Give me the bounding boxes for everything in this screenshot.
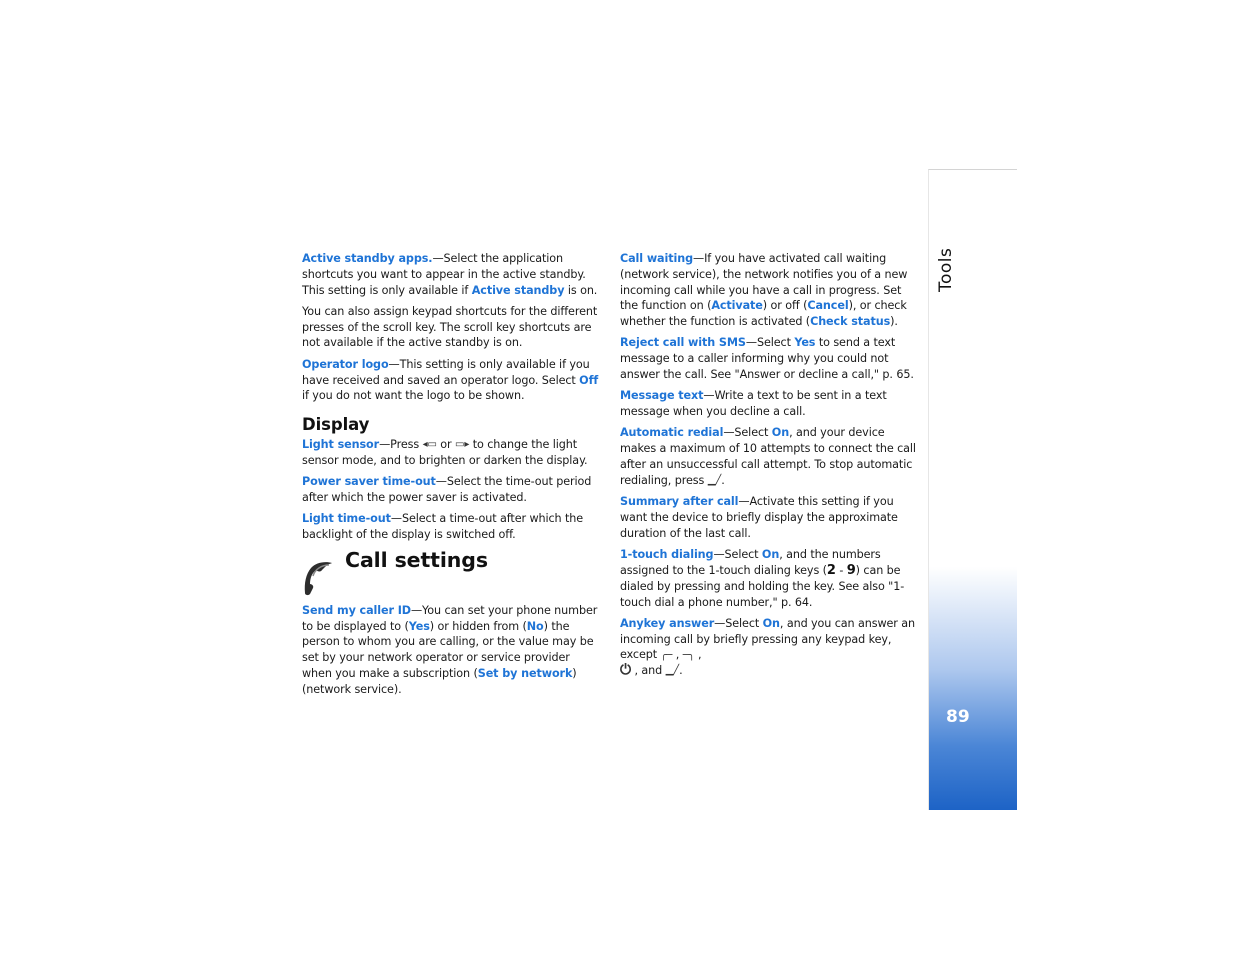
- term-1-touch-dialing: 1-touch dialing: [620, 548, 714, 562]
- power-key-icon: ⏻: [620, 662, 631, 679]
- paragraph-light-sensor: Light sensor—Press ◂▭ or ▭▸ to change the light sensor mode, and to brighten or darken the display.: [302, 437, 588, 467]
- term-light-sensor: Light sensor: [302, 437, 380, 451]
- paragraph-keypad-shortcuts: You can also assign keypad shortcuts for the different presses of the scroll key. The scroll key shortcuts are not available if the active standby is on.: [302, 304, 598, 350]
- term-on: On: [771, 426, 790, 440]
- call-settings-title: Call settings: [345, 547, 488, 572]
- digit-key-2: 2: [826, 562, 836, 578]
- digit-key-9: 9: [846, 562, 856, 578]
- term-check-status: Check status: [810, 315, 891, 329]
- left-column: [302, 251, 602, 703]
- term-no: No: [526, 619, 544, 633]
- term-on: On: [761, 548, 780, 562]
- term-message-text: Message text: [620, 389, 704, 403]
- page-number: 89: [946, 707, 970, 727]
- term-on: On: [762, 616, 780, 630]
- term-active-standby: Active standby: [471, 283, 565, 297]
- left-selection-key-icon: ╭─: [660, 649, 673, 661]
- right-column: [620, 251, 920, 685]
- term-yes: Yes: [408, 619, 430, 633]
- paragraph-power-saver: Power saver time-out—Select the time-out period after which the power saver is activated.: [302, 475, 592, 504]
- paragraph-anykey-answer: Anykey answer—Select On, and you can answer an incoming call by briefly pressing any keypad key, except ╭─ , ─╮ , ⏻ , and ▁╱.: [620, 616, 915, 679]
- chapter-tab-label: Tools: [936, 247, 956, 292]
- term-automatic-redial: Automatic redial: [620, 426, 724, 440]
- end-key-icon: ▁╱: [707, 474, 722, 486]
- term-reject-call-with-sms: Reject call with SMS: [620, 336, 746, 350]
- paragraph-reject-call-sms: Reject call with SMS—Select Yes to send a text message to a caller informing why you could not answer the call. See "Answer or decline a call," p. 65.: [620, 336, 914, 382]
- phone-handset-icon: [302, 559, 336, 597]
- paragraph-operator-logo: Operator logo—This setting is only available if you have received and saved an operator logo. Select Off if you do not want the logo to be shown.: [302, 357, 599, 403]
- term-set-by-network: Set by network: [477, 667, 573, 681]
- display-heading: Display: [302, 415, 370, 435]
- term-send-my-caller-id: Send my caller ID: [302, 603, 411, 617]
- paragraph-automatic-redial: Automatic redial—Select On, and your device makes a maximum of 10 attempts to connect the call after an unsuccessful call attempt. To stop automatic redialing, press ▁╱.: [620, 426, 916, 487]
- paragraph-summary-after-call: Summary after call—Activate this setting if you want the device to briefly display the approximate duration of the last call.: [620, 495, 898, 540]
- term-cancel: Cancel: [807, 299, 849, 313]
- paragraph-call-waiting: Call waiting—If you have activated call waiting (network service), the network notifies you of a new incoming call while you have a call in progress. Set the function on (Activate) or off (Cancel), or check whether the function is activated (Check status).: [620, 252, 908, 329]
- term-summary-after-call: Summary after call: [620, 495, 739, 509]
- scroll-left-icon: ◂▭: [422, 439, 437, 451]
- end-key-icon: ▁╱: [665, 665, 680, 677]
- term-operator-logo: Operator logo: [302, 357, 389, 371]
- term-activate: Activate: [711, 299, 763, 313]
- paragraph-send-caller-id: Send my caller ID—You can set your phone number to be displayed to (Yes) or hidden from (No) the person to whom you are calling, or the value may be set by your network operator or service provider when you make a subscription (Set by network) (network service).: [302, 603, 598, 696]
- paragraph-1-touch-dialing: 1-touch dialing—Select On, and the numbers assigned to the 1-touch dialing keys (2 - 9) can be dialed by pressing and holding the key. See also "1-touch dial a phone number," p. 64.: [620, 548, 905, 609]
- scroll-right-icon: ▭▸: [455, 439, 470, 451]
- right-selection-key-icon: ─╮: [682, 649, 695, 661]
- term-active-standby-apps: Active standby apps.: [302, 252, 433, 265]
- paragraph-light-time-out: Light time-out—Select a time-out after which the backlight of the display is switched off.: [302, 512, 584, 542]
- paragraph-active-standby-apps: Active standby apps.—Select the application shortcuts you want to appear in the active standby. This setting is only available if Active standby is on.: [302, 252, 598, 297]
- term-off: Off: [579, 373, 599, 387]
- term-anykey-answer: Anykey answer: [620, 616, 715, 630]
- term-yes: Yes: [794, 336, 816, 350]
- term-light-time-out: Light time-out: [302, 512, 391, 526]
- paragraph-message-text: Message text—Write a text to be sent in a text message when you decline a call.: [620, 389, 887, 419]
- term-power-saver-time-out: Power saver time-out: [302, 475, 436, 489]
- term-call-waiting: Call waiting: [620, 252, 693, 265]
- call-settings-header: [302, 547, 602, 601]
